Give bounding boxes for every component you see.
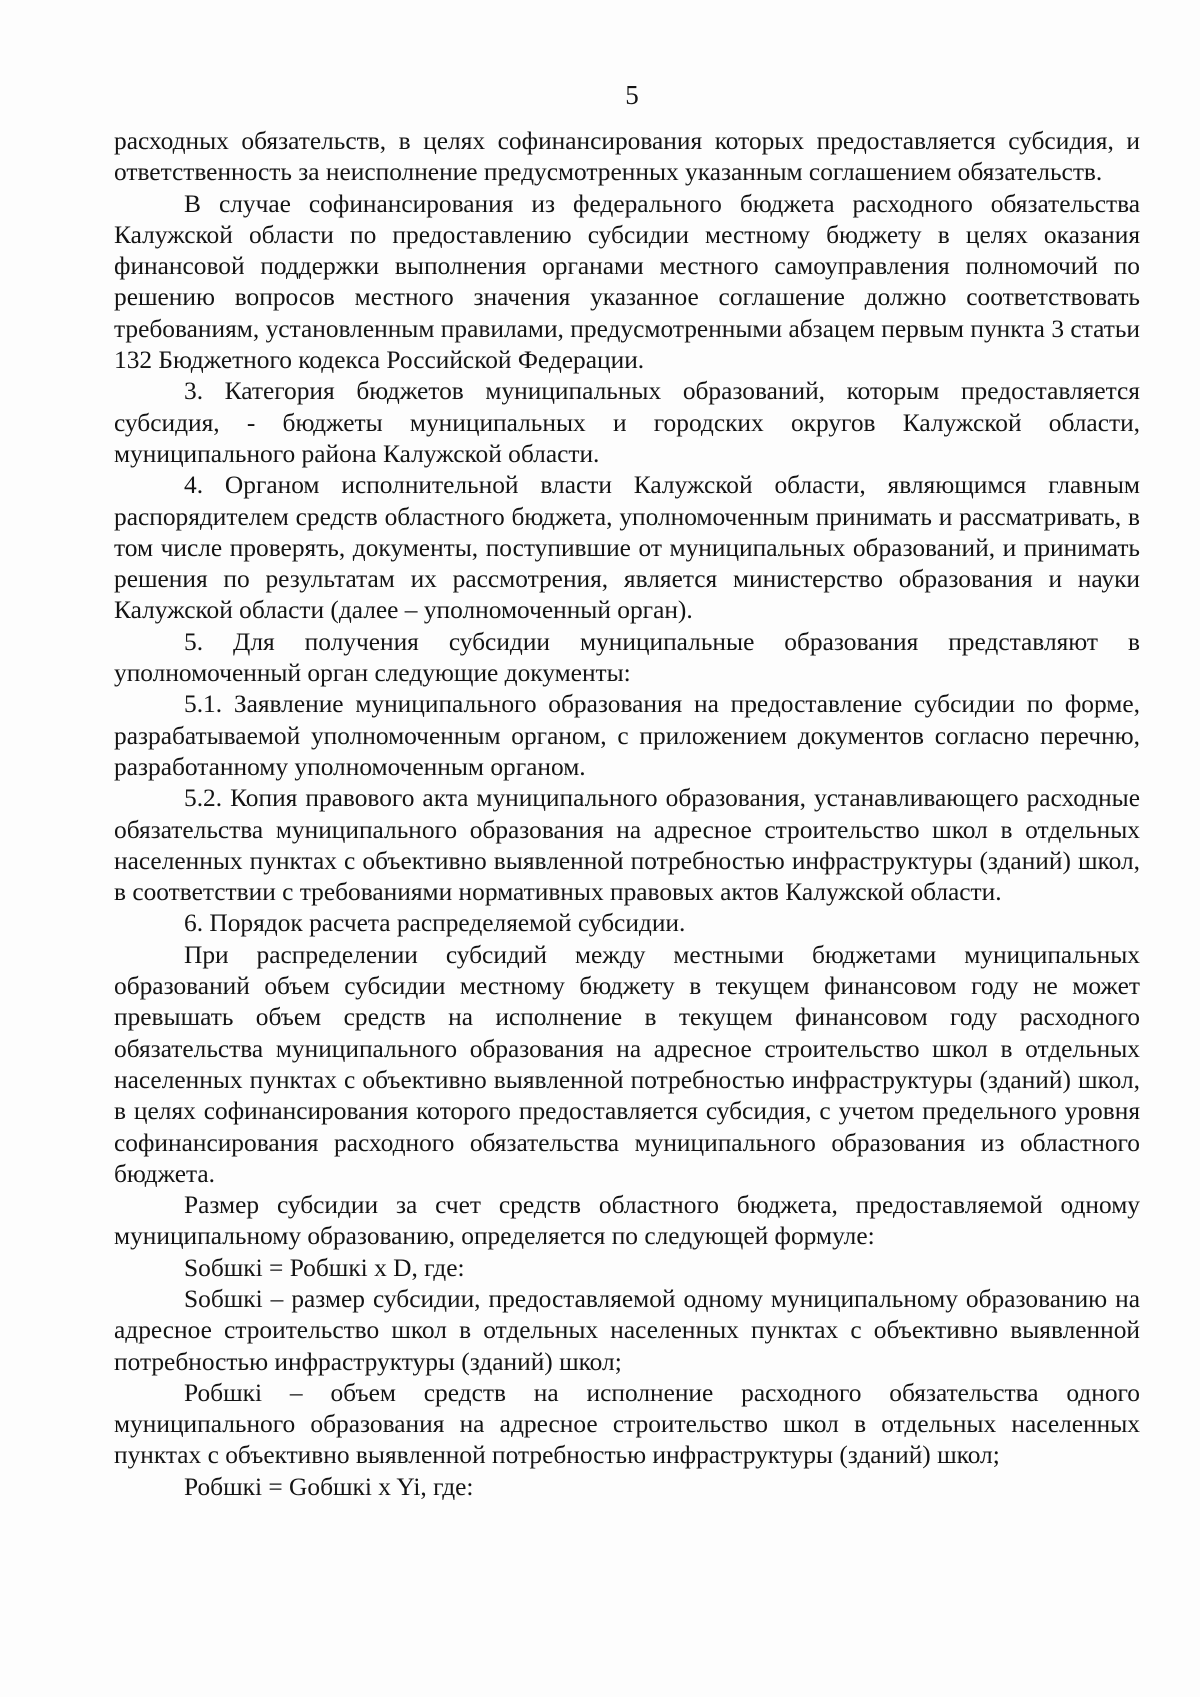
- paragraph-distribution-rules: При распределении субсидий между местными бюджетами муниципальных образований объем субсидии местному бюджету в текущем финансовом году не может превышать объем средств на исполнение в текущем финансовом году расходного обязательства муниципального образования на адресное строительство школ в отдельных населенных пунктах с объективно выявленной потребностью инфраструктуры (зданий) школ, в целях софинансирования которого предоставляется субсидия, с учетом предельного уровня софинансирования расходного обязательства муниципального образования из областного бюджета.: [114, 940, 1140, 1188]
- paragraph-federal-cofinancing: В случае софинансирования из федерального бюджета расходного обязательства Калужской области по предоставлению субсидии местному бюджету в целях оказания финансовой поддержки выполнения органами местного самоуправления полномочий по решению вопросов местного значения указанное соглашение должно соответствовать требованиям, установленным правилами, предусмотренными абзацем первым пункта 3 статьи 132 Бюджетного кодекса Российской Федерации.: [114, 189, 1140, 375]
- paragraph-item-4: 4. Органом исполнительной власти Калужской области, являющимся главным распорядителем средств областного бюджета, уполномоченным принимать и рассматривать, в том числе проверять, документы, поступившие от муниципальных образований, и принимать решения по результатам их рассмотрения, является министерство образования и науки Калужской области (далее – уполномоченный орган).: [114, 471, 1140, 625]
- paragraph-item-5: 5. Для получения субсидии муниципальные образования представляют в уполномоченный орган следующие документы:: [114, 627, 1140, 688]
- paragraph-item-5-2: 5.2. Копия правового акта муниципального образования, устанавливающего расходные обязательства муниципального образования на адресное строительство школ в отдельных населенных пунктах с объективно выявленной потребностью инфраструктуры (зданий) школ, в соответствии с требованиями нормативных правовых актов Калужской области.: [114, 784, 1140, 907]
- paragraph-continuation: расходных обязательств, в целях софинансирования которых предоставляется субсидия, и ответственность за неисполнение предусмотренных указанным соглашением обязательств.: [114, 127, 1140, 187]
- definition-volume: Робшкi – объем средств на исполнение расходного обязательства одного муниципального образования на адресное строительство школ в отдельных населенных пунктах с объективно выявленной потребностью инфраструктуры (зданий) школ;: [114, 1378, 1140, 1470]
- paragraph-item-5-1: 5.1. Заявление муниципального образования на предоставление субсидии по форме, разрабатываемой уполномоченным органом, с приложением документов согласно перечню, разработанному уполномоченным органом.: [114, 690, 1140, 781]
- paragraph-subsidy-size: Размер субсидии за счет средств областного бюджета, предоставляемой одному муниципальному образованию, определяется по следующей формуле:: [114, 1191, 1140, 1251]
- paragraph-item-3: 3. Категория бюджетов муниципальных образований, которым предоставляется субсидия, - бюджеты муниципальных и городских округов Калужской области, муниципального района Калужской области.: [114, 377, 1140, 468]
- formula-volume: Робшкi = Gобшкi x Yi, где:: [184, 1472, 474, 1501]
- paragraph-item-6: 6. Порядок расчета распределяемой субсидии.: [184, 909, 686, 938]
- document-body: [114, 126, 1140, 1503]
- formula-subsidy: Sобшкi = Робшкi x D, где:: [184, 1253, 465, 1282]
- page-number: 5: [625, 80, 639, 110]
- definition-subsidy: Sобшкi – размер субсидии, предоставляемой одному муниципальному образованию на адресное строительство школ в отдельных населенных пунктах с объективно выявленной потребностью инфраструктуры (зданий) школ;: [114, 1284, 1140, 1376]
